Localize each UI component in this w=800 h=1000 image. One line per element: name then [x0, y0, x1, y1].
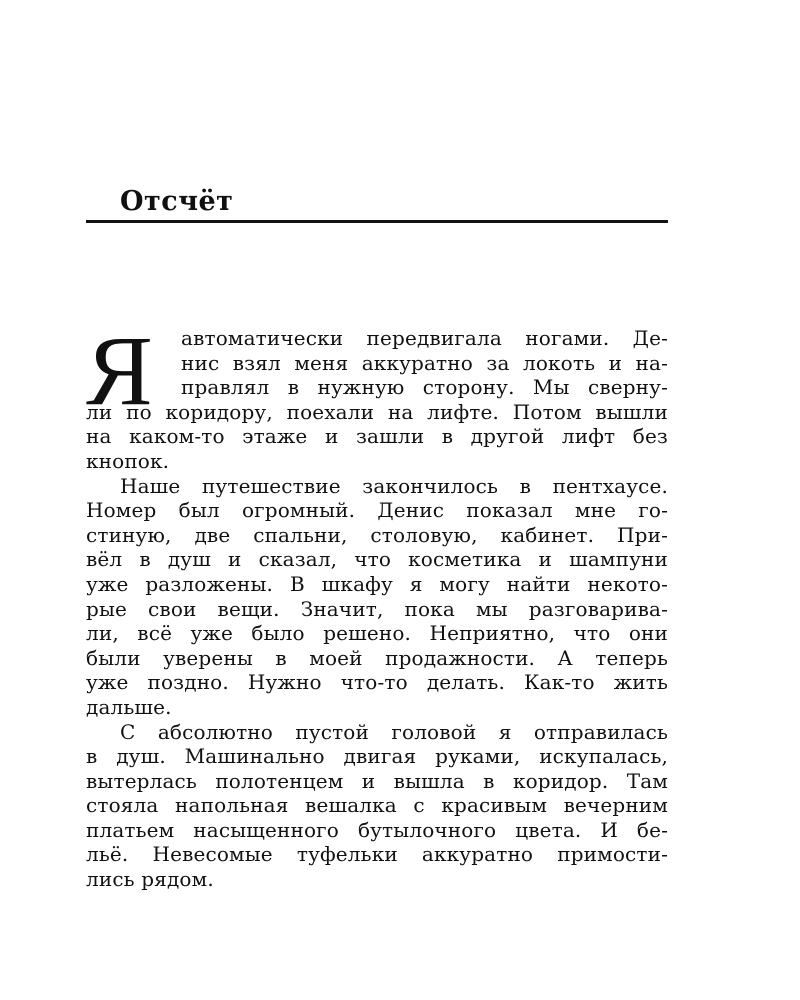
text-line: рые свои вещи. Значит, пока мы разговарива-: [86, 596, 668, 621]
text-line: стояла напольная вешалка с красивым вечерним: [86, 793, 668, 818]
text-line: платьем насыщенного бутылочного цвета. И бе-: [86, 817, 668, 842]
text-line: лись рядом.: [86, 867, 214, 892]
text-line: на каком-то этаже и зашли в другой лифт без: [86, 424, 668, 449]
text-line: вытерлась полотенцем и вышла в коридор. Там: [86, 768, 668, 793]
text-line: автоматически передвигала ногами. Де-: [181, 326, 668, 350]
text-line: нис взял меня аккуратно за локоть и на-: [181, 350, 668, 375]
text-line: уже разложены. В шкафу я могу найти некото-: [86, 571, 668, 596]
text-line: Номер был огромный. Денис показал мне го-: [86, 498, 668, 523]
text-line: Наше путешествие закончилось в пентхаусе.: [120, 473, 668, 498]
text-line: были уверены в моей продажности. А теперь: [86, 645, 668, 670]
text-line: стиную, две спальни, столовую, кабинет. При-: [86, 522, 668, 547]
text-line: С абсолютно пустой головой я отправилась: [120, 719, 668, 744]
text-line: ли, всё уже было решено. Неприятно, что они: [86, 621, 668, 646]
text-line: ли по коридору, поехали на лифте. Потом вышли: [86, 399, 668, 424]
text-line: кнопок.: [86, 448, 170, 473]
text-line: льё. Невесомые туфельки аккуратно примости-: [86, 842, 668, 867]
drop-cap: Я: [86, 315, 153, 426]
text-line: правлял в нужную сторону. Мы сверну-: [181, 375, 668, 400]
text-line: в душ. Машинально двигая руками, искупалась,: [86, 744, 668, 769]
body-text: [86, 315, 668, 892]
text-line: дальше.: [86, 694, 172, 719]
chapter-title: Отсчёт: [120, 186, 234, 217]
text-line: вёл в душ и сказал, что косметика и шампуни: [86, 547, 668, 572]
text-line: уже поздно. Нужно что-то делать. Как-то жить: [86, 670, 668, 695]
title-divider: [86, 220, 668, 223]
